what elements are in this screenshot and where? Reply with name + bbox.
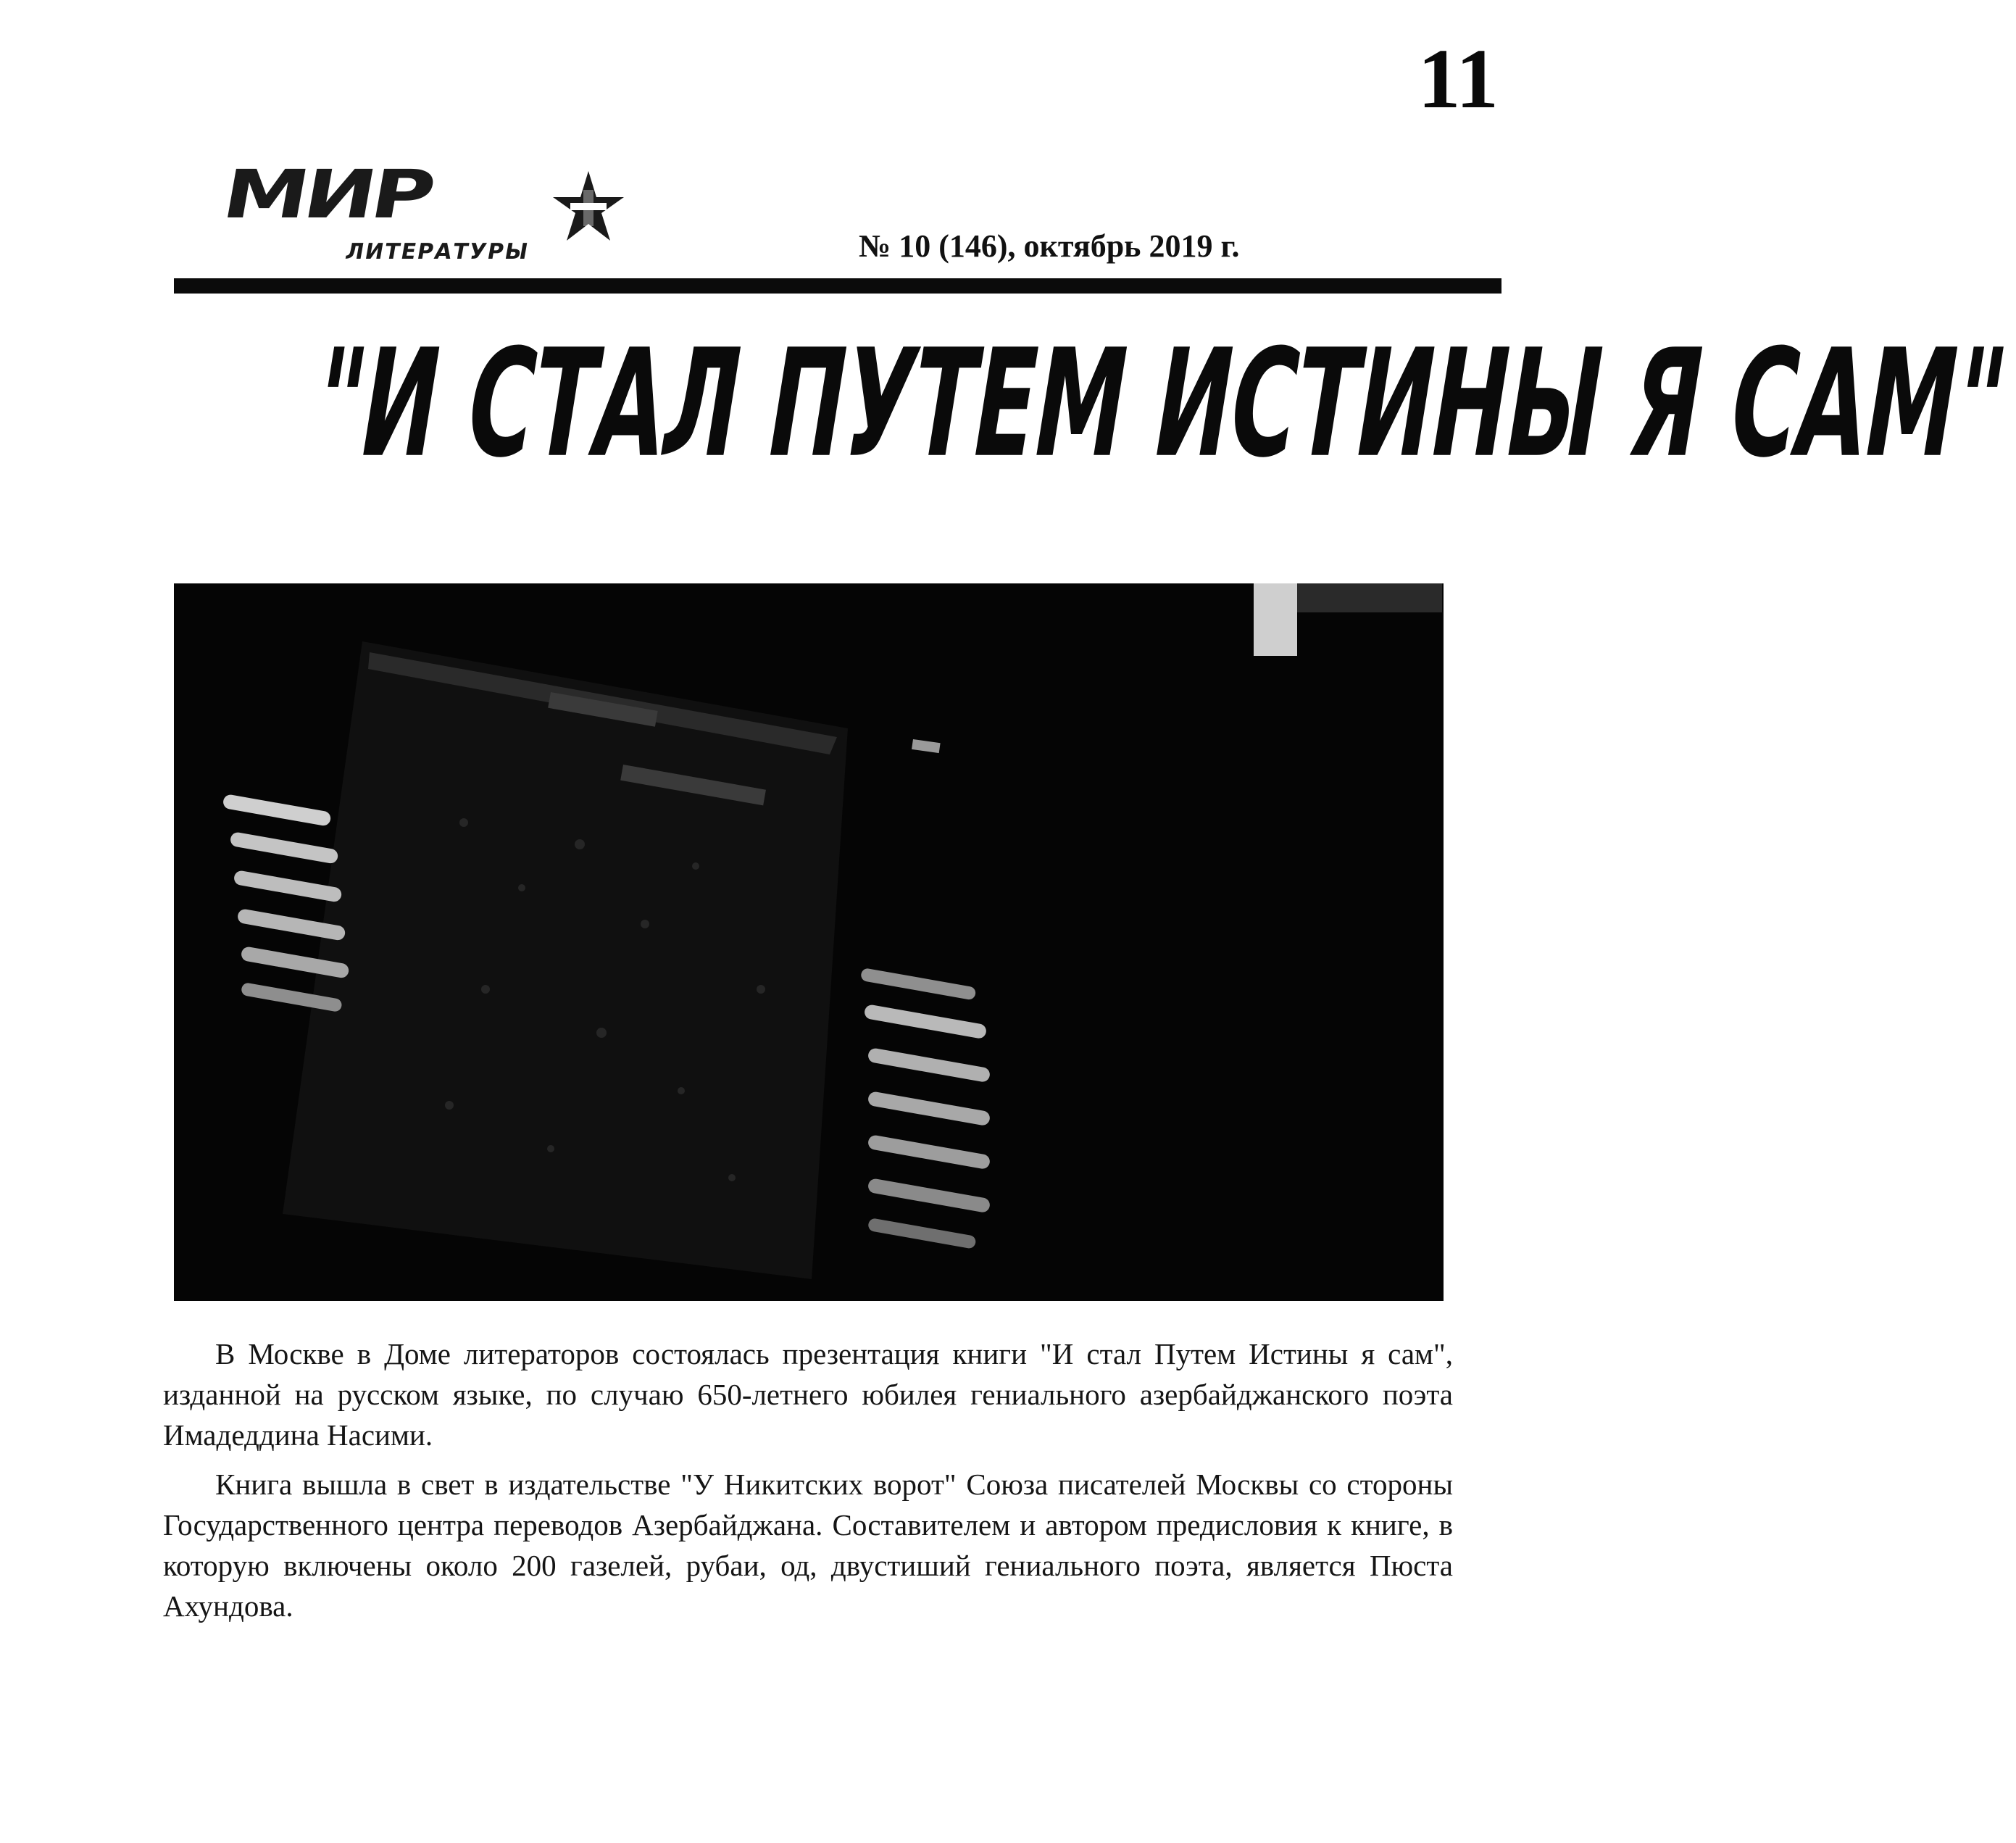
book-cover-photo bbox=[174, 583, 1444, 1301]
masthead bbox=[217, 155, 665, 265]
issue-line: № 10 (146), октябрь 2019 г. bbox=[859, 228, 1240, 264]
article-body bbox=[163, 1334, 1453, 1635]
masthead-logo: МИР bbox=[217, 155, 438, 233]
article-paragraph: В Москве в Доме литераторов состоялась презентация книги "И стал Путем Истины я сам", изданной на русском языке, по случаю 650-летнего юбилея гениального азербайджанского поэта Имадеддина Насими. bbox=[163, 1337, 1453, 1452]
photo-graphic bbox=[174, 583, 1444, 1301]
article-paragraph: Книга вышла в свет в издательстве "У Никитских ворот" Союза писателей Москвы со стороны Государственного центра переводов Азербайджана. Составителем и автором предисловия к книге, в которую включены около 200 газелей, рубаи, од, двустиший гениального поэта, является Пюста Ахундова. bbox=[163, 1468, 1453, 1623]
masthead-tagline: ЛИТЕРАТУРЫ bbox=[343, 239, 531, 265]
header-rule bbox=[174, 278, 1501, 294]
page-number: 11 bbox=[1417, 31, 1499, 126]
star-emblem-icon bbox=[549, 168, 628, 248]
headline: "И СТАЛ ПУТЕМ ИСТИНЫ Я САМ" bbox=[302, 317, 2016, 491]
